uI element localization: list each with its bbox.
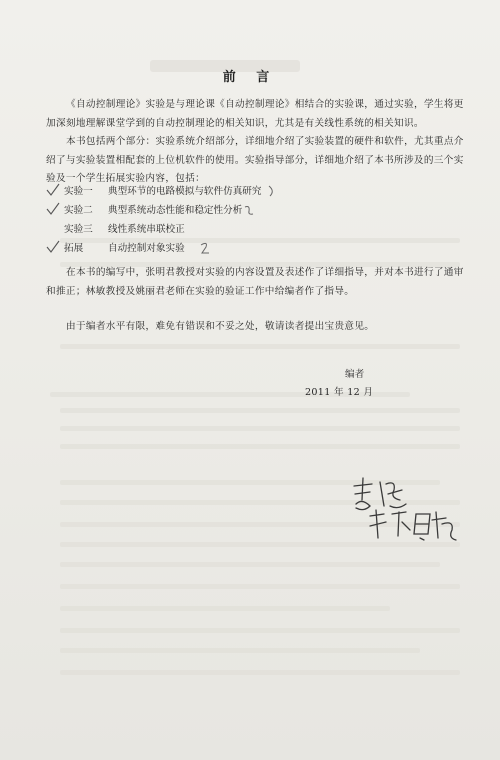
- paragraph-intro: 《自动控制理论》实验是与理论课《自动控制理论》相结合的实验课，通过实验，学生将更加深刻地理解课堂学到的自动控制理论的相关知识，尤其是有关线性系统的相关知识。: [46, 99, 464, 129]
- handwritten-note: [366, 508, 460, 544]
- experiment-list: [46, 182, 466, 258]
- pen-mark-icon: [200, 241, 210, 255]
- paragraph-acknowledgement: 在本书的编写中，张明君教授对实验的内容设置及表述作了详细指导，并对本书进行了通审和推正；林敏教授及姚丽君老师在实验的验证工作中给编者作了指导。: [46, 267, 464, 297]
- page-title: 前 言: [222, 70, 278, 85]
- paragraph-contents: 本书包括两个部分：实验系统介绍部分，详细地介绍了实验装置的硬件和软件，尤其重点介绍了与实验装置相配套的上位机软件的使用。实验指导部分，详细地介绍了本书所涉及的三个实验及一个学生拓展实验内容，包括：: [46, 136, 464, 184]
- paragraph-disclaimer: 由于编者水平有限，难免有错误和不妥之处，敬请读者提出宝贵意见。: [66, 321, 375, 332]
- signature-date: 2011 年 12 月: [305, 387, 374, 398]
- list-item: [46, 239, 466, 258]
- experiment-name: 线性系统串联校正: [108, 224, 185, 235]
- check-mark-icon: [46, 202, 60, 216]
- experiment-name: 自动控制对象实验: [108, 243, 185, 254]
- bleed-through-mark: [60, 628, 460, 633]
- bleed-through-mark: [60, 344, 460, 349]
- bleed-through-mark: [60, 408, 460, 413]
- experiment-code: 实验一: [64, 186, 93, 197]
- author-signature: 编者: [345, 369, 365, 380]
- experiment-code: 实验三: [64, 224, 93, 235]
- check-mark-icon: [46, 240, 60, 254]
- pen-mark-icon: [244, 203, 254, 217]
- list-item: [46, 220, 466, 239]
- list-item: [46, 201, 466, 220]
- bleed-through-mark: [60, 670, 460, 675]
- experiment-name: 典型环节的电路模拟与软件仿真研究: [108, 186, 262, 197]
- list-item: [46, 182, 466, 201]
- pen-mark-icon: [268, 184, 276, 198]
- bleed-through-mark: [60, 444, 460, 449]
- experiment-name: 典型系统动态性能和稳定性分析: [108, 205, 243, 216]
- check-mark-icon: [46, 183, 60, 197]
- experiment-code: 拓展: [64, 243, 84, 254]
- experiment-code: 实验二: [64, 205, 93, 216]
- bleed-through-mark: [60, 562, 440, 567]
- bleed-through-mark: [60, 426, 460, 431]
- bleed-through-mark: [60, 584, 460, 589]
- bleed-through-mark: [60, 648, 420, 653]
- bleed-through-mark: [60, 606, 390, 611]
